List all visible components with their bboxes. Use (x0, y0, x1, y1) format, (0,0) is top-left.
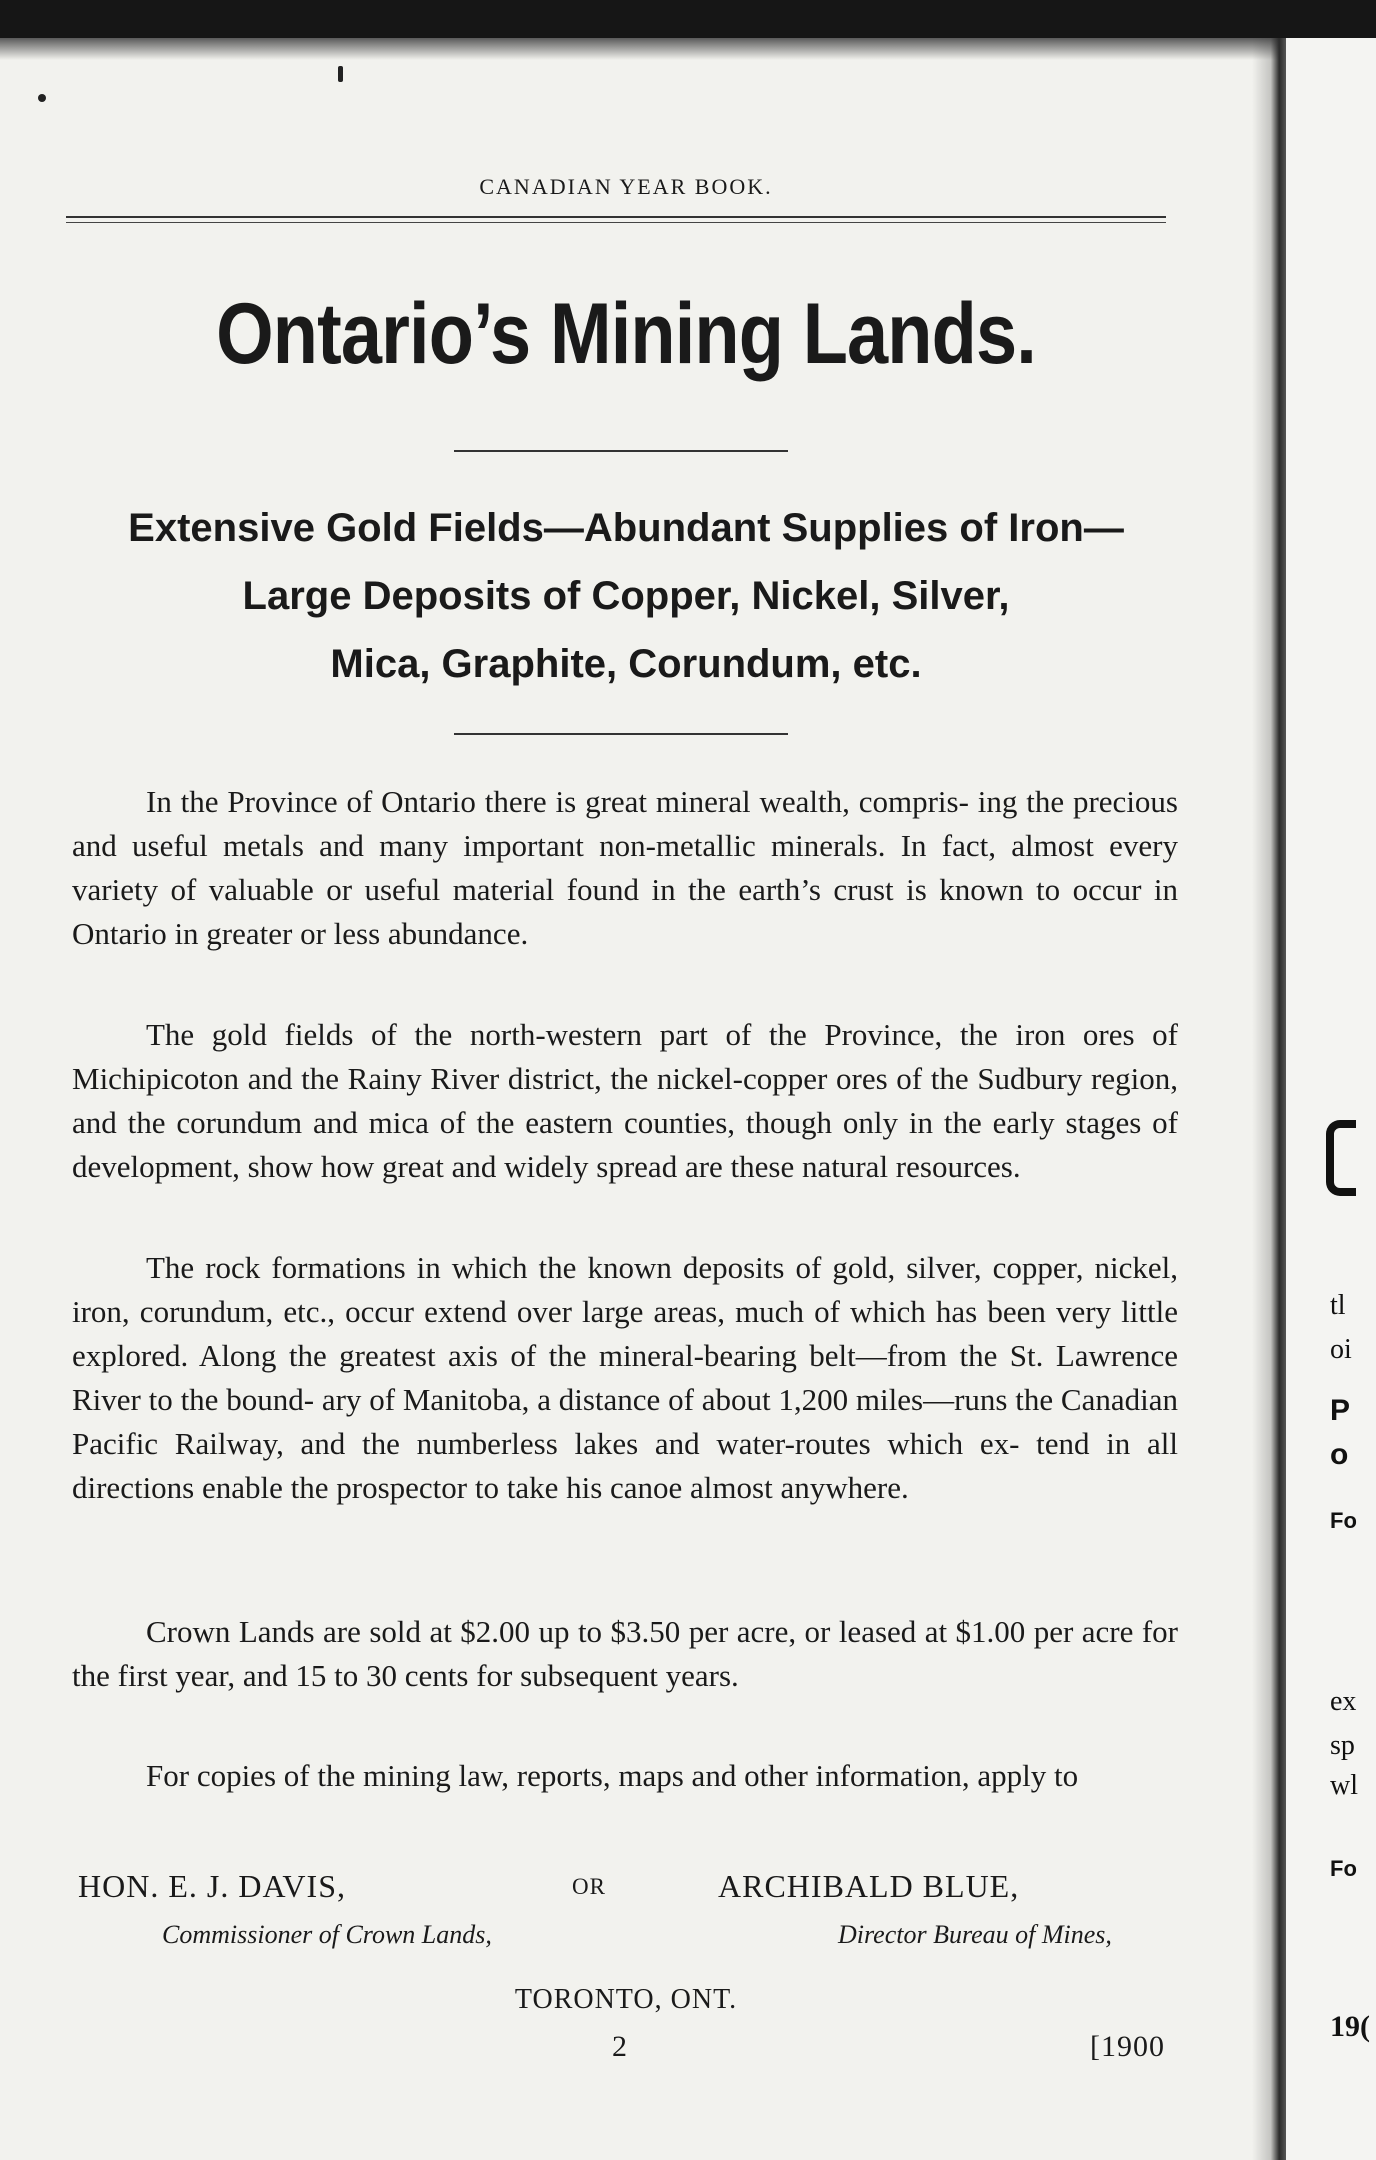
speck-mark (338, 66, 343, 82)
paragraph-5: For copies of the mining law, reports, maps and other information, apply to (146, 1758, 1079, 1793)
page-number: 2 (612, 2030, 628, 2063)
subtitle-line-2: Large Deposits of Copper, Nickel, Silver, (242, 574, 1010, 618)
adjacent-fragment: sp (1330, 1730, 1355, 1761)
running-head: CANADIAN YEAR BOOK. (479, 174, 773, 199)
role-director: Director Bureau of Mines, (838, 1920, 1112, 1949)
subtitle-line-3: Mica, Graphite, Corundum, etc. (330, 642, 922, 686)
city-line: TORONTO, ONT. (514, 1984, 738, 2015)
adjacent-fragment: wl (1330, 1770, 1358, 1801)
adjacent-fragment: 19( (1330, 2010, 1370, 2043)
subtitle-divider (454, 733, 788, 735)
adjacent-heading-glyph (1326, 1120, 1356, 1196)
adjacent-fragment: Fo (1330, 1856, 1357, 1881)
adjacent-fragment: o (1330, 1438, 1349, 1471)
adjacent-fragment: tl (1330, 1290, 1346, 1321)
contact-name-blue: ARCHIBALD BLUE, (718, 1868, 1020, 1904)
paragraph-1: In the Province of Ontario there is great mineral wealth, compris- ing the precious and useful metals and many important non-metallic minerals. In fact, almost every variety of valuable or useful material found in the earth’s crust is known to occur in Ontario in greater or less abundance. (72, 784, 1178, 951)
adjacent-fragment: oi (1330, 1334, 1352, 1365)
role-commissioner: Commissioner of Crown Lands, (162, 1920, 492, 1949)
edition-year: [1900 (1090, 2030, 1165, 2063)
subtitle-line-1: Extensive Gold Fields—Abundant Supplies of Iron— (128, 506, 1124, 550)
adjacent-fragment: ex (1330, 1686, 1357, 1717)
book-spine-shadow (1252, 38, 1286, 2160)
adjacent-fragment: P (1330, 1394, 1351, 1427)
header-double-rule (66, 216, 1166, 223)
adjacent-page (1286, 38, 1376, 2160)
contact-or: OR (572, 1874, 606, 1899)
title-divider (454, 450, 788, 452)
speck-mark (38, 94, 46, 102)
adjacent-fragment: Fo (1330, 1508, 1357, 1533)
contact-name-davis: HON. E. J. DAVIS, (78, 1868, 346, 1904)
paragraph-2: The gold fields of the north-western part of the Province, the iron ores of Michipicoton and the Rainy River district, the nickel-copper ores of the Sudbury region, and the corundum and mica of the eastern counties, though only in the early stages of development, show how great and widely spread are these natural resources. (72, 1017, 1178, 1184)
paragraph-3: The rock formations in which the known deposits of gold, silver, copper, nickel, iron, corundum, etc., occur extend over large areas, much of which has been very little explored. Along the greatest axis of the mineral-bearing belt—from the St. Lawrence River to the bound- ary of Manitoba, a distance of about 1,200 miles—runs the Canadian Pacific Railway, and the numberless lakes and water-routes which ex- tend in all directions enable the prospector to take his canoe almost anywhere. (72, 1250, 1178, 1505)
scan-top-border (0, 0, 1376, 38)
paragraph-4: Crown Lands are sold at $2.00 up to $3.50 per acre, or leased at $1.00 per acre for the first year, and 15 to 30 cents for subsequent years. (72, 1614, 1178, 1693)
scan-top-shadow (0, 38, 1376, 60)
page-title: Ontario’s Mining Lands. (216, 286, 1036, 382)
